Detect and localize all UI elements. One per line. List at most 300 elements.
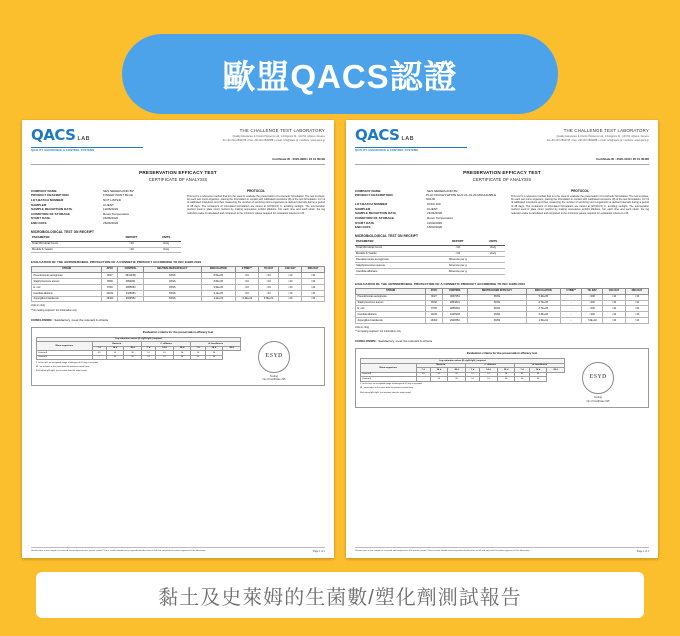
cell: <10 <box>435 245 481 251</box>
cell: - <box>560 318 581 324</box>
stamp-certificate-number: No of Certificate 195 <box>262 377 286 381</box>
field-row <box>31 207 181 211</box>
cell: 6538 <box>426 300 442 306</box>
cell: NI <box>529 372 547 377</box>
table-row <box>37 355 241 360</box>
cell: cfu/g <box>151 241 181 247</box>
cell: 10231 <box>426 312 442 318</box>
criteria-title: Evaluation criteria for the preservation efficacy test <box>466 351 538 356</box>
column-header: 7 d <box>466 368 480 373</box>
field-value: CLIENT <box>103 202 114 207</box>
cell: ≥0 <box>515 372 529 377</box>
esyd-seal-icon: ESYD <box>258 341 290 373</box>
cell: <10 <box>258 284 279 290</box>
column-header: NEUTRALISER EFFICACY <box>143 267 201 273</box>
field-value: 974/0.100 <box>427 202 441 207</box>
cell: ≥3 <box>106 351 124 356</box>
cell: ≥0 <box>515 377 529 382</box>
column-header: A. brasiliensis <box>191 342 241 347</box>
cell: cfu/g <box>151 247 181 253</box>
cell: 8739 <box>102 284 118 290</box>
field-label: START DATE <box>355 220 375 225</box>
column-header: ATCC <box>426 289 442 295</box>
cell: 4.5E+04 <box>526 318 560 324</box>
cell: Absence per g <box>435 269 481 275</box>
lab-contact-block <box>153 126 325 143</box>
field-label: SAMPLE RECEPTION DATE <box>31 207 73 212</box>
cell: NI <box>124 355 142 360</box>
table-row <box>356 318 649 324</box>
cell: <10 <box>302 278 325 284</box>
cell: Staphylococcus aureus <box>355 263 435 269</box>
field-value: Room Temperature <box>427 215 454 220</box>
column-header: Micro-organisms <box>37 342 93 351</box>
column-header: 14 d <box>156 346 174 351</box>
document-title: PRESERVATION EFFICACY TEST <box>139 170 217 176</box>
cell: NI <box>173 351 191 356</box>
footer-caption: 黏土及史萊姆的生菌數/塑化劑測試報告 <box>158 586 522 609</box>
cell: - <box>560 312 581 318</box>
cell: <10 <box>279 278 302 284</box>
conclusion-text: Satisfactory, meet the relevant A-criteria <box>54 317 108 322</box>
cell: PASS <box>468 318 527 324</box>
field-label: END DATE <box>31 221 47 226</box>
cell: 7.6E+02 <box>582 318 603 324</box>
cell: NI <box>173 355 191 360</box>
cell: 9.9E+05 <box>201 284 235 290</box>
field-row <box>31 221 181 225</box>
criteria-note: N₁=0 when lgN₀≈lgN₁ (no increase from the initial count). <box>360 391 412 394</box>
cell: ≥3 <box>430 372 448 377</box>
field-row <box>31 216 181 220</box>
field-value: FINGER PAINT BLUE <box>103 193 133 198</box>
column-header: STRAIN <box>32 267 102 273</box>
field-value: 21/01/2020 <box>427 211 443 216</box>
column-header: 28th DAY <box>302 267 325 273</box>
cell: ≥1 <box>142 355 156 360</box>
cell: - <box>560 300 581 306</box>
cell: ≥1 <box>466 377 480 382</box>
column-header: 7 d <box>191 346 205 351</box>
cell: PASS <box>143 290 201 296</box>
column-header: Bacteria <box>416 363 465 368</box>
document-header <box>31 126 325 153</box>
divider <box>31 164 325 165</box>
cell: 9027 <box>426 294 442 300</box>
cell: 6.7E+05 <box>526 300 560 306</box>
field-value: 24/08/2022 <box>103 216 119 221</box>
field-row <box>31 198 181 202</box>
column-header: 14th DAY <box>279 267 302 273</box>
stamp-certificate-number: No of Certificate 195 <box>586 399 610 403</box>
field-row <box>355 202 505 206</box>
cell: <10 <box>112 241 151 247</box>
field-value: SES NEDERLAND BV <box>103 188 134 193</box>
cell: <10 <box>235 278 258 284</box>
field-row <box>31 189 181 193</box>
cell: <10 <box>235 290 258 296</box>
cell: ≥1 <box>142 351 156 356</box>
document-footer <box>355 547 649 553</box>
cell: <10 <box>625 300 648 306</box>
column-header: 7 d <box>515 368 529 373</box>
cell: ≥1 <box>480 372 498 377</box>
column-header: CONTROL <box>442 289 468 295</box>
column-header: 7 d <box>142 346 156 351</box>
cell: <10 <box>279 284 302 290</box>
cell: <10 <box>302 296 325 302</box>
logo-subtitle: QUALITY ASSURANCE & CONTROL SYSTEMS <box>355 149 419 153</box>
protocol-title: PROTOCOL <box>246 188 265 193</box>
field-value: PLAY DOUGH WHITE EUX 21-01-20 MOULDABLE SOLID <box>425 193 497 202</box>
lab-contact-block <box>477 126 649 143</box>
field-row <box>355 207 505 211</box>
cell: Absence per g <box>435 263 481 269</box>
cell: 2929552 <box>442 318 468 324</box>
cell: NI <box>448 377 466 382</box>
field-label: PRODUCT DESCRIPTION <box>355 193 393 198</box>
cell: ≥3 <box>430 377 448 382</box>
column-header: INOCULATION <box>201 267 235 273</box>
cell: NI <box>205 355 223 360</box>
lab-title: THE CHALLENGE TEST LABORATORY <box>239 128 325 133</box>
cell: PASS <box>468 312 527 318</box>
column-header: 7 d <box>416 368 430 373</box>
cell: ≥1 <box>480 377 498 382</box>
column-header: INOCULATION <box>526 289 560 295</box>
cell: 8.5E+05 <box>201 273 235 279</box>
column-header: 7 d <box>92 346 106 351</box>
cell: Pseudomonas aeruginosa <box>356 294 426 300</box>
cell: ≥3 <box>92 351 106 356</box>
column-header: C. albicans <box>142 342 191 347</box>
evaluation-title: EVALUATION OF THE ANTIMICROBIAL PROTECTION OF A COSMETIC PRODUCT ACCORDING TO ISO 11930:2019 <box>31 260 202 265</box>
column-header: 14 d <box>205 346 223 351</box>
cell: Candida albicans <box>356 312 426 318</box>
strain-results-table <box>31 266 325 302</box>
cell: 4425903 <box>442 312 468 318</box>
logo-lab-text: LAB <box>77 136 90 142</box>
cell: cfu/g <box>481 251 505 257</box>
cell: 4854821 <box>442 300 468 306</box>
document-subtitle: CERTIFICATE OF ANALYSIS <box>148 177 208 183</box>
cell: NI <box>124 351 142 356</box>
cell: ≥0 <box>191 351 205 356</box>
units-note-2: ** No testing required / For information only <box>31 308 77 312</box>
banner-title: 歐盟QACS認證 <box>222 57 458 95</box>
field-label: START DATE <box>31 216 51 221</box>
cell: <10 <box>625 318 648 324</box>
field-value: Room Temperature <box>103 211 130 216</box>
cell: - <box>560 294 581 300</box>
cell: <10 <box>603 318 626 324</box>
cell: 2929552 <box>118 296 143 302</box>
cell: Pseudomonas aeruginosa <box>355 257 435 263</box>
field-label: SAMPLER <box>31 202 47 207</box>
column-header: 28 d <box>223 346 241 351</box>
document-subtitle: CERTIFICATE OF ANALYSIS <box>472 177 532 183</box>
table-row <box>355 269 505 275</box>
cell: <10 <box>112 247 151 253</box>
document-title: PRESERVATION EFFICACY TEST <box>463 170 541 176</box>
cell: 4854821 <box>118 278 143 284</box>
field-value: 11/02/2020 <box>427 220 443 225</box>
cell: PASS <box>143 273 201 279</box>
cell: E. coli <box>32 284 102 290</box>
protocol-text: This test is a reference method that is to be used to evaluate the preservation of a cosmetic formulation. The test involves, for each test micro-organism, placing the formulation in contact with calibrated inoculums (D) of the test formulation, 0,2 ml of calibrated inoculums and then measuring the number of surviving micro-organisms at defined intervals during a period of 28 days. The containers of inoculated formulation are stored at (22,5±2,5) C, avoiding sunlight. The enumeration method used is plate count method by making successive tenfold dilutions. For each time and each strain, the log reduction value is calculated and compared to the minimum values required for evaluation criteria A or B. <box>187 194 325 215</box>
column-header: 7th DAY <box>582 289 603 295</box>
certificate-document-2 <box>346 120 658 558</box>
cell: PASS <box>143 284 201 290</box>
conclusion <box>31 318 325 322</box>
field-value: 12/08/2022 <box>103 207 119 212</box>
cell: Aspergillus brasiliensis <box>356 318 426 324</box>
cell: 16404 <box>102 296 118 302</box>
cell: ≥1 <box>156 351 174 356</box>
stamp-label: Testing <box>270 374 278 378</box>
column-header: 14 d <box>529 368 547 373</box>
cell: Criteria A <box>37 351 93 356</box>
column-header: 14th DAY <box>603 289 626 295</box>
column-header: ATCC <box>102 267 118 273</box>
micro-results-table <box>355 240 505 275</box>
cell: Candida albicans <box>32 290 102 296</box>
column-header: UNITS <box>481 240 505 245</box>
stamp-label: Testing <box>594 396 602 400</box>
cell: <10 <box>603 312 626 318</box>
cell: 6538 <box>102 278 118 284</box>
cell: 8.8E+05 <box>201 278 235 284</box>
column-header: 0 TIME** <box>560 289 581 295</box>
lab-address: Quality Assurance & Control Systems Ltd, 1 Antigonis St., 144 51, Athens, Greece <box>232 134 325 138</box>
cell: <10 <box>603 306 626 312</box>
cell: Candida albicans <box>355 269 435 275</box>
field-value: NOT LISTED <box>103 198 121 203</box>
cell: - <box>560 306 581 312</box>
cell: Staphylococcus aureus <box>32 278 102 284</box>
footer-disclaimer: Results refer to the sample as received and analysed on the specific period. These results should not be reproduced other than in full and only with the written approval of the laboratory. <box>355 550 530 553</box>
criteria-box <box>355 348 649 407</box>
units-note: Units in cfu/g <box>355 325 369 329</box>
conclusion-text: Satisfactory, meet the relevant A-criteria <box>378 339 432 344</box>
cell: Total Microbial Count <box>355 245 435 251</box>
cell: PASS <box>468 300 527 306</box>
cell: <10 <box>258 273 279 279</box>
criteria-title: Evaluation criteria for the preservation efficacy test <box>142 329 214 334</box>
evaluation-title: EVALUATION OF THE ANTIMICROBIAL PROTECTION OF A COSMETIC PRODUCT ACCORDING TO ISO 11930:2012 <box>355 282 526 287</box>
page-number: Page 1 of 1 <box>312 549 325 553</box>
qacs-logo <box>355 126 473 153</box>
criteria-table <box>36 337 241 361</box>
cell: Staphylococcus aureus <box>356 300 426 306</box>
cell: Moulds & Yeasts <box>355 251 435 257</box>
cell: <100 <box>582 312 603 318</box>
field-value: SES NEDERLAND BV <box>427 188 458 193</box>
field-label: LOT-BATCH NUMBER <box>355 202 388 207</box>
field-row <box>31 212 181 216</box>
field-row <box>355 221 505 225</box>
micro-section-title: MICROBIOLOGICAL TEST ON RECEIPT <box>31 230 95 235</box>
cell: Total Microbial Count <box>31 241 112 247</box>
criteria-table <box>360 358 565 382</box>
cell: NI <box>497 372 515 377</box>
cell: cfu/g <box>481 245 505 251</box>
field-label: COMPANY NAME <box>31 188 57 193</box>
cell: <10 <box>279 273 302 279</box>
cell: 9027 <box>102 273 118 279</box>
column-header: PARAMETER <box>31 236 112 241</box>
cell: <10 <box>258 278 279 284</box>
column-header: 28 d <box>497 368 515 373</box>
conclusion-label: CONCLUSION : <box>355 339 378 344</box>
cell: <10 <box>625 306 648 312</box>
footer-caption-bar <box>36 572 644 618</box>
column-header: 28 d <box>173 346 191 351</box>
field-value: 26/09/2022 <box>103 221 119 226</box>
cell: Absence per g <box>435 257 481 263</box>
cell: ≥3 <box>416 372 430 377</box>
cell: ≥1 <box>466 372 480 377</box>
cell: Pseudomonas aeruginosa <box>32 273 102 279</box>
column-header: 14 d <box>430 368 448 373</box>
field-row <box>31 203 181 207</box>
field-label: PRODUCT DESCRIPTION <box>31 193 69 198</box>
column-header: 14 d <box>480 368 498 373</box>
units-note: Units in cfu/g <box>31 303 45 307</box>
certificate-document-1 <box>22 120 334 558</box>
conclusion-label: CONCLUSION : <box>31 317 54 322</box>
cell: 4.2E+04 <box>201 296 235 302</box>
cell: <10 <box>302 284 325 290</box>
column-header: Micro-organisms <box>361 363 417 372</box>
cell: PASS <box>143 278 201 284</box>
header-banner <box>122 34 558 114</box>
cell: PASS <box>143 296 201 302</box>
cell: ≥3 <box>106 355 124 360</box>
table-row <box>31 247 181 253</box>
cell: - <box>92 355 106 360</box>
cell: <10 <box>302 290 325 296</box>
cell: NI <box>448 372 466 377</box>
cell: <100 <box>582 300 603 306</box>
field-label: COMPANY NAME <box>355 188 381 193</box>
column-header: 28 d <box>547 368 565 373</box>
cell: <1.9E+04 <box>235 296 258 302</box>
column-header: 0 TIME** <box>235 267 258 273</box>
logo-lab-text: LAB <box>401 136 414 142</box>
micro-results-table <box>31 236 181 254</box>
cell: <10 <box>625 294 648 300</box>
cell: 4847054 <box>442 294 468 300</box>
cell: NI <box>529 377 547 382</box>
criteria-note: NI : no increase in the count from the previous control time. <box>36 365 90 368</box>
cell: 6.5E+05 <box>526 312 560 318</box>
cell: <10 <box>258 290 279 296</box>
field-row <box>355 193 505 201</box>
field-row <box>31 193 181 197</box>
certificate-id: Certificate ID : 2020-1030 / 20 01 00406 <box>596 156 649 161</box>
field-value: 16/03/2020 <box>427 225 443 230</box>
table-row <box>361 377 565 382</box>
cell: Aspergillus brasiliensis <box>32 296 102 302</box>
cell: NI <box>497 377 515 382</box>
lab-title: THE CHALLENGE TEST LABORATORY <box>563 128 649 133</box>
cell: <10 <box>279 296 302 302</box>
field-label: LOT-BATCH NUMBER <box>31 198 64 203</box>
field-row <box>355 189 505 193</box>
accreditation-stamp <box>565 358 631 403</box>
cell <box>481 269 505 275</box>
divider <box>355 164 649 165</box>
criteria-note: 1: In this test, an acceptable range of dosages of 0,5 log is accepted <box>360 383 422 386</box>
micro-section-title: MICROBIOLOGICAL TEST ON RECEIPT <box>355 234 419 239</box>
page-number: Page 1 of 1 <box>636 549 649 553</box>
column-header: REPORT <box>435 240 481 245</box>
column-header: NEUTRALISER EFFICACY <box>468 289 527 295</box>
units-note-2: ** No testing required / For information only <box>355 330 401 334</box>
cell: 9.1E+05 <box>201 290 235 296</box>
field-row <box>355 225 505 229</box>
cell: E. coli <box>356 306 426 312</box>
criteria-top-header: Log reduction values (E₁+lgN₀/lgN₁) required <box>37 337 241 342</box>
cell: PASS <box>468 306 527 312</box>
cell: 5.4E+05 <box>526 294 560 300</box>
column-header: C. albicans <box>466 363 515 368</box>
column-header: 28th DAY <box>625 289 648 295</box>
cell: <100 <box>582 306 603 312</box>
field-label: END DATE <box>355 225 371 230</box>
cell: 8739 <box>426 306 442 312</box>
cell: <10 <box>435 251 481 257</box>
cell: <100 <box>582 294 603 300</box>
cell: <10 <box>235 273 258 279</box>
field-label: CONDITION OF STORAGE <box>31 211 71 216</box>
lab-contact: Tel +30 210 2834745 • Fax +30 210 2834688 • email: info@qacs.gr • website: www.qacs.gr <box>546 139 649 143</box>
logo-wordmark: QACS <box>355 126 400 144</box>
lab-contact: Tel +30 210 2834745 • Fax +30 210 2834688 • email: info@qacs.gr • website: www.qacs.gr <box>222 139 325 143</box>
conclusion <box>355 339 649 343</box>
cell: ≥1 <box>156 355 174 360</box>
criteria-note: NI : no increase in the count from the previous control time. <box>360 387 414 390</box>
footer-disclaimer: Results refer to the sample as received and analysed on the specific period. These results should not be reproduced other than in full and only with the written approval of the laboratory. <box>31 550 206 553</box>
cell: <10 <box>302 273 325 279</box>
cell: 16404 <box>426 318 442 324</box>
field-label: CONDITION OF STORAGE <box>355 215 395 220</box>
column-header: 14 d <box>106 346 124 351</box>
cell: <10 <box>625 312 648 318</box>
column-header: A. brasiliensis <box>515 363 565 368</box>
field-value: CLIENT <box>427 206 438 211</box>
cell: 9.0E+02 <box>258 296 279 302</box>
column-header: 7th DAY <box>258 267 279 273</box>
protocol-title: PROTOCOL <box>570 188 589 193</box>
column-header: CONTROL <box>118 267 143 273</box>
certificate-id: Certificate ID : 2022-9983 / 22 01 00139 <box>272 156 325 161</box>
strain-results-table <box>355 288 649 324</box>
cell: 4425953 <box>118 290 143 296</box>
cell: NI <box>205 351 223 356</box>
column-header: PARAMETER <box>355 240 435 245</box>
cell: Moulds & Yeasts <box>31 247 112 253</box>
qacs-logo <box>31 126 149 153</box>
esyd-seal-icon: ESYD <box>582 362 614 394</box>
field-row <box>355 216 505 220</box>
cell: 10231 <box>102 290 118 296</box>
column-header: 28 d <box>124 346 142 351</box>
cell: ≥0 <box>191 355 205 360</box>
column-header: REPORT <box>112 236 151 241</box>
cell: - <box>416 377 430 382</box>
